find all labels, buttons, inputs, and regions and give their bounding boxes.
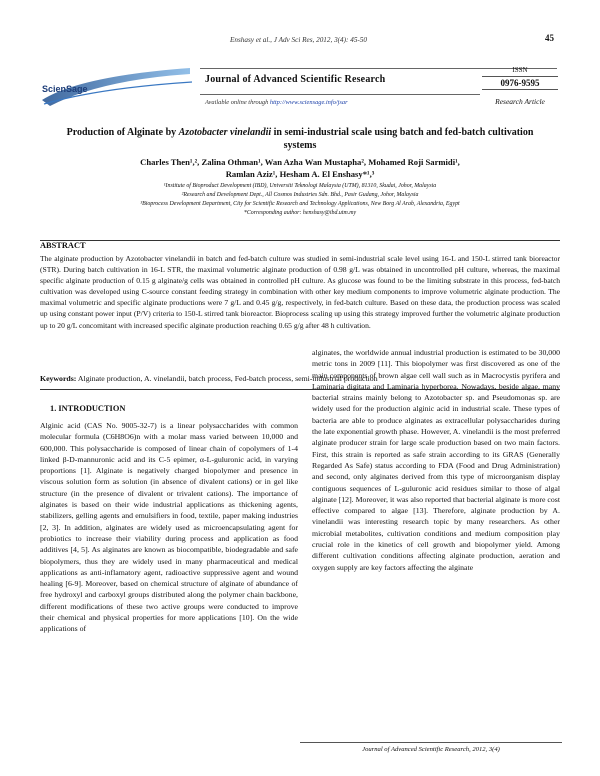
journal-url-link[interactable]: http://www.sciensage.info/jsar — [269, 99, 348, 106]
paper-title — [60, 126, 540, 152]
abstract-text: The alginate production by Azotobacter vinelandii in batch and fed-batch culture was studied in semi-industrial scale level using 16-L and 150-L stirred tank bioreactor (STR). During batch cultivation in 16-L STR, the maximal volumetric alginate production of 0.98 g/L was obtained in uncontrolled pH culture, whereas, the maximal specific alginate production of 0.15 g alginate/g cells was obtained in controlled pH culture. As glucose was found to be the limiting substrate in this process, fed-batch cultivation was developed using C-source constant feeding strategy in combination with other key medium components to improve volumetric alginate production. The maximal volumetric and specific alginate productions were 7 g/L and 0.45 g/g, respectively, in fed-batch culture. Based on these data, the production process was scaled up using constant power input (P/V) criteria to 150-L stirred tank bioreactor. Bioprocess scaling up using this strategy improved further the volumetric alginate production up to 20 g/L concomitant with increased specific alginate production reaching 0.65 g/g after 48 h cultivation. — [40, 254, 560, 330]
author-list — [60, 156, 540, 180]
issn-label: ISSN — [512, 66, 528, 74]
introduction-left-column: Alginic acid (CAS No. 9005-32-7) is a linear polysaccharides with common molecular formula (C6H8O6)n with a molar mass varied between 10,000 and 600,000. This polysaccharide is composed of linear chain of copolymers of 1-4 linked β-D-mannuronic acid and its C-5 epimer, α-L-guluronic acid, in varying proportions [1]. Alginate is negatively charged biopolymer and presence in viscous solution form as solution (in absence of divalent cations) or in gel like structure (in the presence of divalent or trivalent cations). The importance of alginates is based on their wide industrial applications as thickening agents, stabilizers, gelling agents and emulsifiers in food, textile, paper making industries [2, 3]. In addition, alginates are widely used as microencapsulating agent for probiotics to increase their viability during process and application as food additives [4, 5]. As alginates are known as biocompatible, biodegradable and safe biopolymers, thus they are widely used in many pharmaceutical and medical applications as anti-inflamatory agent, radioactive suppressive agent and wound healing [6-9]. Moreover, based on chemical structure of alginate of abundance of free hydroxyl and carboxyl groups distributed along the polymer chain backbone, different modifications of these two active groups were conducted to improve their chemical and physical properties for more applications [10]. On the wide applications of — [40, 421, 298, 634]
introduction-right-column: alginates, the worldwide annual industrial production is estimated to be 30,000 metric tons in 2009 [11]. This biopolymer was first discovered as one of the main components of brown algae cell wall such as in Macrocystis pyrifera and Laminaria digitata and Laminaria hyperborea. Nowadays, beside algae, many bacterial strains mainly belong to Azotobacter sp. and Pseudomonas sp. are widely used for the production alginic acid in industrial scale. These types of bacteria are able to produce alginates as extracellular polysaccharides during the late exponential growth phase. However, A. vinelandii is the most preferred alginate producer strain for large scale production based on two main factors. First, this strain is reported as safe strain according to its GRAS (Generally Regarded As Safe) status according to FDA (Food and Drug Administration) and second, only alginates derived from this type of microorganism display contiguous sequences of L-guluronic acid residues similar to those of algal alginate [12]. Moreover, it was also reported that bacterial alginate is more cost effective compared to algae [13]. Therefore, alginate production by A. vinelandii was interesting research topic by many researchers. As other microbial metabolites, cultivation conditions and medium composition play crucial role in the kinetics of cell growth and biopolymer yield. Among different cultivation conditions affecting alginate production, aeration and oxygen supply are key factors affecting the alginate — [312, 348, 560, 572]
affiliation-2: ²Research and Development Dept., All Cosmos Industries Sdn. Bhd., Pasir Gudang, Johor, Malaysia — [181, 192, 419, 198]
issn-value: 0976-9595 — [482, 76, 558, 90]
keywords-label: Keywords: — [40, 374, 77, 383]
footer-rule — [300, 742, 562, 743]
article-type: Research Article — [495, 97, 545, 106]
corresponding-author: *Corresponding author: henshasy@ibd.utm.my — [243, 210, 357, 216]
affiliation-3: ³Bioprocess Development Department, City for Scientific Research and Technology Applications, New Borg Al Arab, Alexandria, Egypt — [140, 201, 460, 207]
abstract-heading: ABSTRACT — [40, 241, 86, 250]
title-part-1: Production of Alginate by — [66, 127, 179, 138]
footer: Journal of Advanced Scientific Research, 2012, 3(4) — [362, 746, 500, 753]
introduction-heading: 1. INTRODUCTION — [50, 404, 126, 413]
header-rule-mid — [200, 94, 480, 95]
authors-line-1: Charles Then¹,², Zalina Othman¹, Wan Azha Wan Mustapha², Mohamed Roji Sarmidi¹, — [140, 157, 460, 167]
issn-box — [482, 66, 558, 108]
page-number: 45 — [545, 33, 554, 43]
title-part-2: in semi-industrial scale using batch and fed-batch cultivation systems — [271, 127, 534, 151]
affiliation-1: ¹Institute of Bioproduct Development (IBD), Universiti Teknologi Malaysia (UTM), 81310, Skudai, Johor, Malaysia — [163, 183, 437, 189]
sciensage-logo — [40, 66, 195, 114]
running-head: Enshasy et al., J Adv Sci Res, 2012, 3(4): 45-50 — [230, 36, 367, 44]
authors-line-2: Ramlan Aziz¹, Hesham A. El Enshasy*¹,³ — [225, 169, 375, 179]
journal-title: Journal of Advanced Scientific Research — [205, 74, 386, 85]
abstract-rule — [40, 240, 560, 241]
keywords-list: Alginate production, A. vinelandii, batch process, Fed-batch process, semi-industrial production — [77, 374, 378, 383]
title-italic: Azotobacter vinelandii — [178, 127, 272, 138]
online-availability — [205, 99, 348, 106]
logo-text: ScienSage — [42, 84, 88, 94]
online-prefix: Available online through — [205, 99, 269, 106]
